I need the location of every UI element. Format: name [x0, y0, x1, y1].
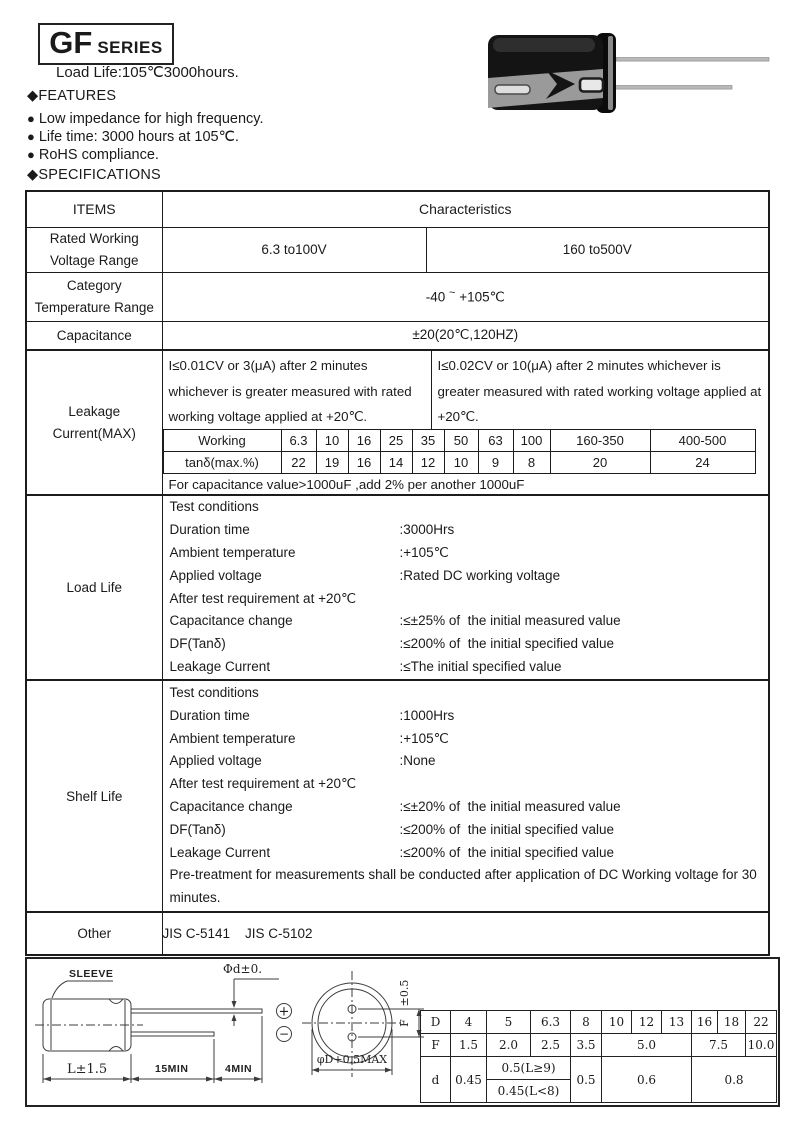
load-life-row	[26, 495, 769, 680]
dim-row-D-label: D	[421, 1011, 451, 1034]
dim-D-cell: 6.3	[531, 1011, 571, 1034]
temperature-range-label: Category Temperature Range	[26, 272, 162, 321]
shelf-life-row	[26, 680, 769, 912]
tand-voltage-cell: 63	[478, 430, 513, 452]
leakage-note: For capacitance value>1000uF ,add 2% per another 1000uF	[168, 477, 525, 492]
dim-row-D	[421, 1011, 777, 1034]
tip-min-label: 4MIN	[225, 1063, 253, 1075]
lead-diameter-label: Φd±0.	[223, 962, 263, 976]
dim-D-cell: 18	[718, 1011, 746, 1034]
dim-d-cell: 0.45	[451, 1057, 487, 1103]
capacitor-lead-bottom	[614, 86, 732, 90]
tand-value-cell: 9	[478, 452, 513, 474]
after-test-title: After test requirement at +20℃	[169, 776, 357, 792]
tand-voltage-cell: 16	[348, 430, 380, 452]
specifications-heading: ◆SPECIFICATIONS	[27, 167, 161, 183]
dim-d-cell: 0.6	[602, 1057, 692, 1103]
voltage-low-value: 6.3 to100V	[162, 227, 426, 272]
dim-F-cell: 1.5	[451, 1034, 487, 1057]
dim-F-cell: 2.0	[487, 1034, 531, 1057]
tand-value-cell: 16	[348, 452, 380, 474]
load-life-label: Load Life	[26, 495, 162, 680]
tand-value-cell: 20	[550, 452, 650, 474]
dim-row-F-label: F	[421, 1034, 451, 1057]
lead-top-outline	[131, 1009, 262, 1013]
load-life-subtitle: Load Life:105℃3000hours.	[56, 64, 239, 81]
tand-value-cell: 12	[412, 452, 444, 474]
series-name: GF	[49, 25, 93, 60]
dimensions-drawing-box	[25, 957, 780, 1107]
tand-value-cell: 24	[650, 452, 755, 474]
tand-value-cell: 19	[316, 452, 348, 474]
items-header: ITEMS	[26, 191, 162, 227]
tand-voltage-cell: 10	[316, 430, 348, 452]
bullet-icon: ●	[27, 129, 35, 144]
dim-D-cell: 4	[451, 1011, 487, 1034]
leakage-high-voltage-text: I≤0.02CV or 10(μA) after 2 minutes whichever is greater measured with rated working voltage applied at +20℃.	[437, 358, 762, 424]
diamond-icon: ◆	[27, 88, 39, 104]
dim-D-cell: 8	[571, 1011, 602, 1034]
condition-row: Ambient temperature :+105℃	[169, 544, 449, 560]
tand-voltage-cell: 160-350	[550, 430, 650, 452]
polarity-dash-mark	[495, 85, 530, 94]
leakage-current-cell	[162, 350, 769, 495]
capacitance-label: Capacitance	[26, 321, 162, 350]
features-list	[27, 110, 263, 164]
features-heading: ◆FEATURES	[27, 88, 117, 104]
dim-F-cell: 2.5	[531, 1034, 571, 1057]
tand-voltage-cell: 6.3	[281, 430, 316, 452]
capacitance-row	[26, 321, 769, 350]
other-row	[26, 912, 769, 955]
condition-row: Applied voltage :None	[169, 753, 436, 769]
capacitor-end-highlight	[608, 36, 613, 110]
bullet-icon: ●	[27, 111, 35, 126]
requirement-row: DF(Tanδ) :≤200% of the initial specified value	[169, 821, 615, 837]
diamond-icon: ◆	[27, 167, 39, 183]
capacitor-photo	[478, 15, 778, 120]
capacitor-lead-top	[616, 58, 769, 62]
tand-value-cell: 10	[444, 452, 478, 474]
tand-value-row	[163, 452, 755, 474]
dim-d-split-cell: 0.5(L≥9) 0.45(L<8)	[487, 1057, 571, 1103]
dim-d-cell: 0.5	[571, 1057, 602, 1103]
dim-F-cell: 10.0	[746, 1034, 777, 1057]
sleeve-label: SLEEVE	[69, 968, 114, 980]
spec-header-row	[26, 191, 769, 227]
dimension-table	[420, 1010, 777, 1103]
requirement-row: DF(Tanδ) :≤200% of the initial specified value	[169, 636, 615, 652]
tand-voltage-cell: 400-500	[650, 430, 755, 452]
dim-D-cell: 13	[662, 1011, 692, 1034]
voltage-range-row	[26, 227, 769, 272]
other-label: Other	[26, 912, 162, 955]
tand-value-cell: 14	[380, 452, 412, 474]
dim-row-F	[421, 1034, 777, 1057]
tand-row1-label: Working	[163, 430, 281, 452]
shelf-life-cell	[162, 680, 769, 912]
tand-voltage-cell: 100	[513, 430, 550, 452]
condition-row: Ambient temperature :+105℃	[169, 730, 449, 746]
tan-delta-table	[163, 429, 756, 474]
condition-row: Duration time :1000Hrs	[169, 707, 455, 723]
dim-D-cell: 5	[487, 1011, 531, 1034]
dim-D-cell: 12	[632, 1011, 662, 1034]
feature-item: ● Life time: 3000 hours at 105℃.	[27, 129, 239, 145]
condition-row: Applied voltage :Rated DC working voltage	[169, 567, 561, 583]
dim-F-cell: 3.5	[571, 1034, 602, 1057]
test-conditions-title: Test conditions	[169, 685, 259, 701]
dim-row-d-label: d	[421, 1057, 451, 1103]
body-length-label: L±1.5	[67, 1062, 108, 1077]
sleeve-window-mark	[580, 79, 603, 92]
leakage-current-row	[26, 350, 769, 495]
condition-row: Duration time :3000Hrs	[169, 522, 455, 538]
series-suffix: SERIES	[97, 38, 163, 57]
specifications-table	[25, 190, 770, 956]
leakage-current-label: Leakage Current(MAX)	[26, 350, 162, 495]
dim-d-cell: 0.8	[692, 1057, 777, 1103]
temperature-range-row	[26, 272, 769, 321]
tand-voltage-cell: 25	[380, 430, 412, 452]
dim-F-cell: 5.0	[602, 1034, 692, 1057]
tand-value-cell: 22	[281, 452, 316, 474]
after-test-title: After test requirement at +20℃	[169, 590, 357, 606]
shelf-life-label: Shelf Life	[26, 680, 162, 912]
test-conditions-title: Test conditions	[169, 499, 259, 515]
requirement-row: Capacitance change :≤±25% of the initial measured value	[169, 613, 621, 629]
voltage-range-label: Rated Working Voltage Range	[26, 227, 162, 272]
dim-D-cell: 10	[602, 1011, 632, 1034]
capacitance-value: ±20(20℃,120HZ)	[162, 321, 769, 350]
voltage-high-value: 160 to500V	[426, 227, 769, 272]
lead-min-label: 15MIN	[155, 1063, 189, 1075]
tand-row2-label: tanδ(max.%)	[163, 452, 281, 474]
dim-row-d	[421, 1057, 777, 1103]
feature-item: ● RoHS compliance.	[27, 147, 159, 163]
load-life-cell	[162, 495, 769, 680]
other-value: JIS C-5141 JIS C-5102	[162, 912, 769, 955]
feature-item: ● Low impedance for high frequency.	[27, 111, 264, 127]
characteristics-header: Characteristics	[162, 191, 769, 227]
tand-voltage-row	[163, 430, 755, 452]
dim-F-cell: 7.5	[692, 1034, 746, 1057]
dim-D-cell: 22	[746, 1011, 777, 1034]
tand-voltage-cell: 50	[444, 430, 478, 452]
leakage-low-voltage-text: I≤0.01CV or 3(μA) after 2 minutes whichever is greater measured with rated working voltage applied at +20℃.	[163, 351, 432, 429]
tand-voltage-cell: 35	[412, 430, 444, 452]
requirement-row: Leakage Current :≤200% of the initial specified value	[169, 844, 615, 860]
bullet-icon: ●	[27, 147, 35, 162]
series-title-box	[38, 23, 174, 65]
temperature-range-value: -40 ~ +105℃	[162, 272, 769, 321]
requirement-row: Leakage Current :≤The initial specified value	[169, 658, 562, 674]
capacitor-gloss	[493, 38, 595, 52]
lead-bottom-outline	[131, 1032, 214, 1036]
tand-value-cell: 8	[513, 452, 550, 474]
f-label: F	[398, 1019, 411, 1027]
minus-sign: −	[278, 1027, 290, 1041]
requirement-row: Capacitance change :≤±20% of the initial measured value	[169, 799, 621, 814]
dim-D-cell: 16	[692, 1011, 718, 1034]
f-tolerance-label: ±0.5	[398, 979, 411, 1007]
diameter-label: φD+0.5MAX	[316, 1053, 388, 1066]
pretreatment-note: Pre-treatment for measurements shall be conducted after application of DC Working voltage for 30 minutes.	[169, 867, 757, 906]
plus-sign: +	[278, 1004, 290, 1020]
